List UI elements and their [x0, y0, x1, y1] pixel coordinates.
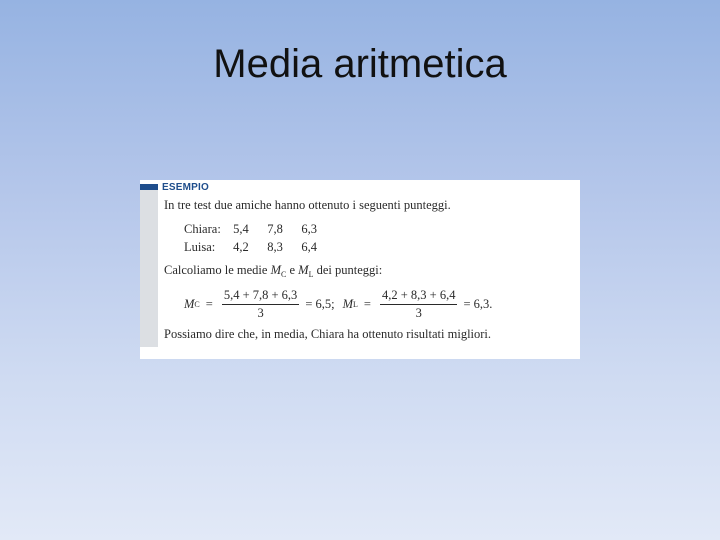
fraction-mc — [222, 288, 299, 321]
example-conclusion: Possiamo dire che, in media, Chiara ha ottenuto risultati migliori. — [164, 327, 492, 341]
fraction-denominator: 3 — [257, 306, 264, 320]
compute-and: e — [286, 263, 299, 277]
formula-mc-result: = 6,5; — [305, 297, 335, 311]
score-row-luisa — [184, 240, 332, 255]
score-name: Luisa: — [184, 240, 216, 254]
formula-equals: = — [205, 297, 213, 311]
score-value: 6,4 — [301, 240, 317, 254]
fraction-denominator: 3 — [415, 306, 422, 320]
mean-formula — [184, 288, 492, 321]
score-name: Chiara: — [184, 222, 221, 236]
fraction-ml — [380, 288, 457, 321]
mean-subscript-c: C — [280, 270, 287, 279]
slide-title: Media aritmetica — [213, 42, 507, 86]
formula-equals: = — [363, 297, 371, 311]
score-value: 6,3 — [301, 222, 317, 236]
formula-ml-sub: L — [353, 300, 358, 309]
example-header: ESEMPIO — [162, 182, 209, 193]
formula-mc-label: M — [184, 297, 195, 311]
example-intro: In tre test due amiche hanno ottenuto i seguenti punteggi. — [164, 198, 451, 212]
compute-suffix: dei punteggi: — [313, 263, 383, 277]
formula-ml-label: M — [342, 297, 354, 311]
score-row-chiara — [184, 222, 332, 237]
score-value: 8,3 — [267, 240, 283, 254]
formula-mc-sub: C — [194, 300, 200, 309]
score-value: 5,4 — [233, 222, 249, 236]
example-tab-mark — [140, 184, 158, 190]
fraction-numerator: 4,2 + 8,3 + 6,4 — [380, 288, 457, 305]
mean-symbol-l: M — [298, 263, 309, 277]
example-box — [140, 180, 580, 359]
mean-subscript-l: L — [308, 270, 314, 279]
compute-prefix: Calcoliamo le medie — [164, 263, 271, 277]
score-value: 4,2 — [233, 240, 249, 254]
example-side-bar — [140, 190, 158, 347]
mean-symbol-c: M — [270, 263, 281, 277]
score-value: 7,8 — [267, 222, 283, 236]
formula-ml-result: = 6,3. — [463, 297, 493, 311]
compute-sentence — [164, 263, 382, 279]
fraction-numerator: 5,4 + 7,8 + 6,3 — [222, 288, 299, 305]
